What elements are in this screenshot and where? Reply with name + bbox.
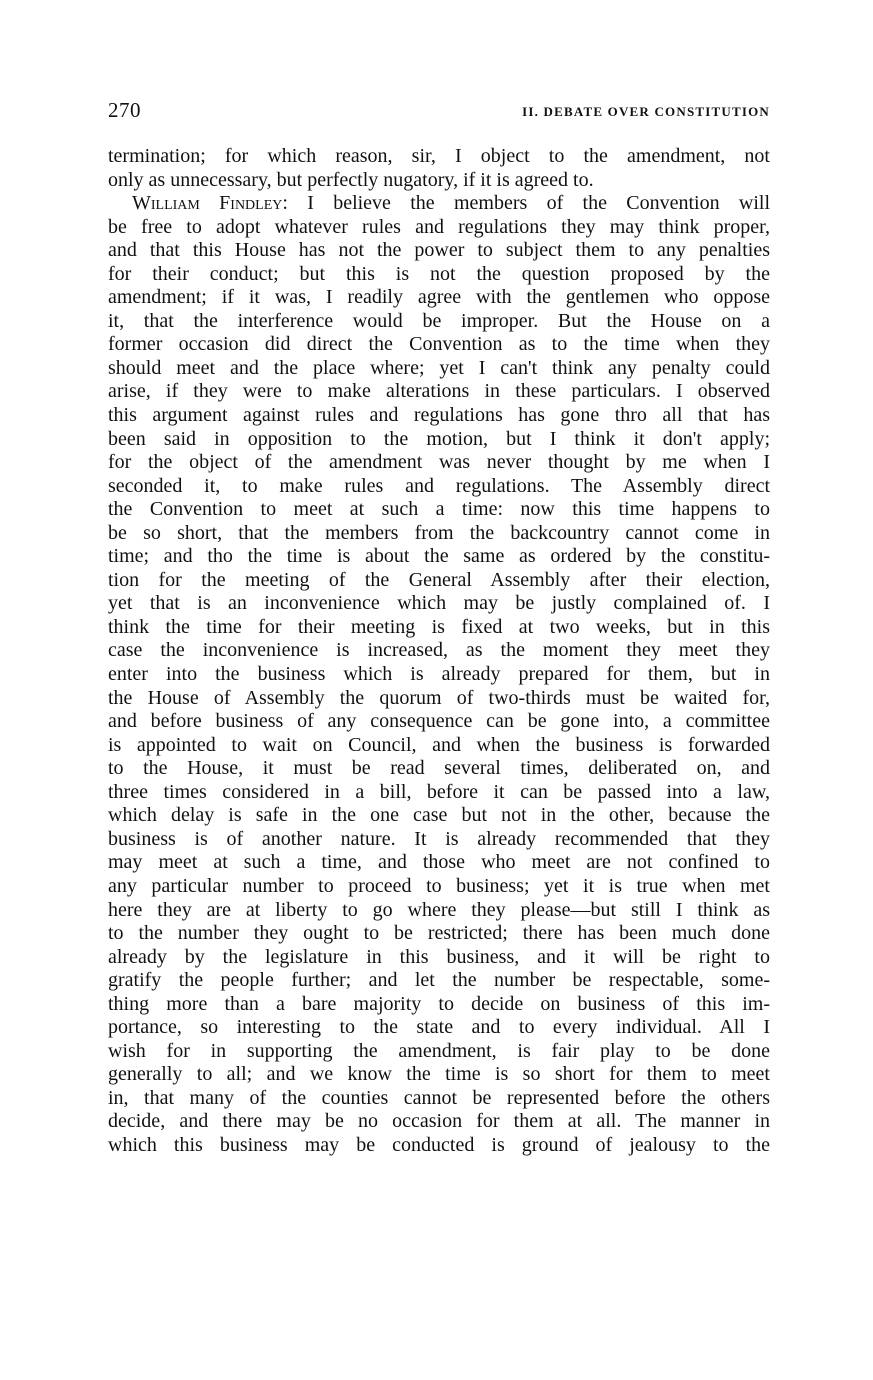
text-line: think the time for their meeting is fixed at two weeks, but in this (108, 615, 770, 638)
running-head: II. DEBATE OVER CONSTITUTION (522, 104, 770, 119)
text-line: be so short, that the members from the backcountry cannot come in (108, 521, 770, 544)
speaker-line-text: I believe the members of the Convention will (307, 192, 770, 215)
text-line: time; and tho the time is about the same as ordered by the constitu- (108, 545, 770, 568)
text-line: enter into the business which is already prepared for them, but in (108, 663, 770, 686)
text-line: termination; for which reason, sir, I object to the amendment, not (108, 145, 770, 167)
speaker-line (108, 192, 770, 216)
text-line: is appointed to wait on Council, and when the business is forwarded (108, 733, 770, 756)
text-line: here they are at liberty to go where they please—but still I think as (108, 898, 770, 921)
text-line: and before business of any consequence can be gone into, a committee (108, 710, 770, 733)
text-line: to the number they ought to be restricted; there has been much done (108, 922, 770, 945)
text-line: to the House, it must be read several times, deliberated on, and (108, 757, 770, 780)
text-line: the House of Assembly the quorum of two-thirds must be waited for, (108, 686, 770, 709)
text-line: the Convention to meet at such a time: now this time happens to (108, 498, 770, 521)
page-number: 270 (108, 98, 141, 122)
text-line: for their conduct; but this is not the question proposed by the (108, 262, 770, 285)
text-line: only as unnecessary, but perfectly nugatory, if it is agreed to. (108, 168, 594, 191)
text-line: for the object of the amendment was never thought by me when I (108, 451, 770, 474)
speaker-name: William Findley: (132, 192, 288, 215)
text-line: case the inconvenience is increased, as the moment they meet they (108, 639, 770, 662)
text-line: thing more than a bare majority to decide on business of this im- (108, 992, 770, 1015)
text-line: may meet at such a time, and those who meet are not confined to (108, 851, 770, 874)
text-line: arise, if they were to make alterations in these particulars. I observed (108, 380, 770, 403)
text-line: tion for the meeting of the General Assembly after their election, (108, 568, 770, 591)
text-line: any particular number to proceed to business; yet it is true when met (108, 874, 770, 897)
text-line: decide, and there may be no occasion for them at all. The manner in (108, 1110, 770, 1133)
text-line: been said in opposition to the motion, but I think it don't apply; (108, 427, 770, 450)
text-line: three times considered in a bill, before it can be passed into a law, (108, 780, 770, 803)
text-line: gratify the people further; and let the number be respectable, some- (108, 969, 770, 992)
text-line: in, that many of the counties cannot be represented before the others (108, 1086, 770, 1109)
text-line: be free to adopt whatever rules and regulations they may think proper, (108, 215, 770, 238)
text-line: which delay is safe in the one case but not in the other, because the (108, 804, 770, 827)
text-line: generally to all; and we know the time is so short for them to meet (108, 1063, 770, 1086)
text-line: should meet and the place where; yet I can't think any penalty could (108, 356, 770, 379)
page-header (108, 98, 770, 128)
text-line: former occasion did direct the Convention as to the time when they (108, 333, 770, 356)
body-text (108, 145, 770, 1158)
text-line: it, that the interference would be improper. But the House on a (108, 309, 770, 332)
text-line: yet that is an inconvenience which may be justly complained of. I (108, 592, 770, 615)
text-line: amendment; if it was, I readily agree with the gentlemen who oppose (108, 286, 770, 309)
text-line: business is of another nature. It is already recommended that they (108, 827, 770, 850)
text-line: which this business may be conducted is ground of jealousy to the (108, 1133, 770, 1156)
text-line: wish for in supporting the amendment, is fair play to be done (108, 1039, 770, 1062)
text-line: this argument against rules and regulations has gone thro all that has (108, 404, 770, 427)
text-line: and that this House has not the power to subject them to any penalties (108, 239, 770, 262)
text-line: already by the legislature in this business, and it will be right to (108, 945, 770, 968)
text-line: portance, so interesting to the state and to every individual. All I (108, 1016, 770, 1039)
text-line: seconded it, to make rules and regulations. The Assembly direct (108, 474, 770, 497)
